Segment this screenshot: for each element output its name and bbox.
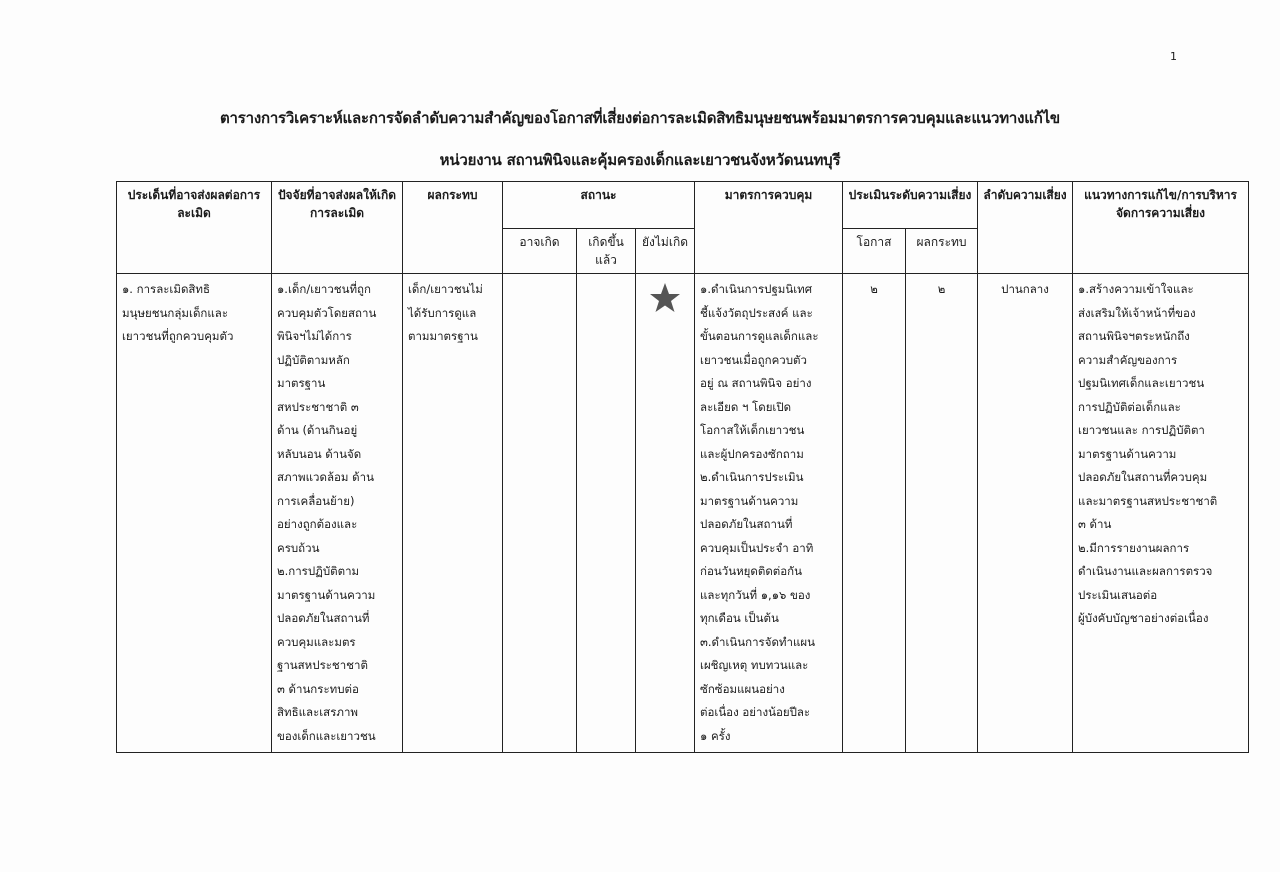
occurred-cell — [577, 274, 636, 753]
text-line: ๑.ดำเนินการปฐมนิเทศ — [700, 282, 813, 296]
text-line: มาตรฐานด้านความ — [700, 493, 799, 508]
text-line: ของเด็กและเยาวชน — [277, 728, 376, 743]
solution-cell — [1073, 274, 1249, 753]
text-line: สถานพินิจฯตระหนักถึง — [1078, 329, 1190, 343]
header-status: สถานะ — [503, 182, 695, 229]
text-line: การปฏิบัติต่อเด็กและ — [1078, 399, 1181, 414]
header-solution: แนวทางการแก้ไข/การบริหารจัดการความเสี่ยง — [1073, 182, 1249, 274]
may-occur-cell — [503, 274, 577, 753]
text-line: มาตรฐาน — [277, 376, 326, 390]
text-line: ได้รับการดูแล — [408, 305, 477, 320]
text-line: และผู้ปกครองซักถาม — [700, 446, 804, 461]
text-line: มาตรฐานด้านความ — [1078, 446, 1177, 461]
text-line: ควบคุมเป็นประจำ อาทิ — [700, 540, 814, 555]
text-line: ก่อนวันหยุดติดต่อกัน — [700, 564, 802, 578]
text-line: ละเอียด ฯ โดยเปิด — [700, 399, 792, 414]
not-occurred-cell — [636, 274, 695, 753]
text-line: โอกาสให้เด็กเยาวชน — [700, 423, 805, 437]
document-subtitle: หน่วยงาน สถานพินิจและคุ้มครองเด็กและเยาวชนจังหวัดนนทบุรี — [439, 151, 841, 169]
text-line: ทุกเดือน เป็นต้น — [700, 611, 779, 625]
issue-cell — [117, 274, 272, 753]
text-line: ปฏิบัติตามหลัก — [277, 352, 350, 367]
risk-table — [116, 181, 1249, 753]
header-control: มาตรการควบคุม — [695, 182, 843, 274]
text-line: หลับนอน ด้านจัด — [277, 446, 362, 461]
header-impact: ผลกระทบ — [403, 182, 503, 274]
header-risk-assessment: ประเมินระดับความเสี่ยง — [843, 182, 978, 229]
text-line: สภาพแวดล้อม ด้าน — [277, 470, 374, 484]
text-line: ขั้นตอนการดูแลเด็กและ — [700, 329, 819, 343]
text-line: ต่อเนื่อง อย่างน้อยปีละ — [700, 705, 811, 719]
text-line: ปลอดภัยในสถานที่ — [700, 517, 793, 531]
text-line: ๓ ด้าน — [1078, 517, 1112, 531]
text-line: เด็ก/เยาวชนไม่ — [408, 282, 483, 296]
text-line: ๑.สร้างความเข้าใจและ — [1078, 282, 1194, 296]
text-line: ชี้แจ้งวัตถุประสงค์ และ — [700, 305, 813, 320]
text-line: ส่งเสริมให้เจ้าหน้าที่ของ — [1078, 305, 1196, 320]
header-risk-rank: ลำดับความเสี่ยง — [978, 182, 1073, 274]
text-line: ซักซ้อมแผนอย่าง — [700, 681, 785, 696]
text-line: ผู้บังคับบัญชาอย่างต่อเนื่อง — [1078, 611, 1209, 625]
factor-cell — [272, 274, 403, 753]
text-line: ความสำคัญของการ — [1078, 352, 1178, 367]
text-line: มาตรฐานด้านความ — [277, 587, 376, 602]
header-issue: ประเด็นที่อาจส่งผลต่อการละเมิด — [117, 182, 272, 274]
header-consequence: ผลกระทบ — [906, 229, 978, 274]
text-line: ๓.ดำเนินการจัดทำแผน — [700, 634, 815, 649]
page-number: 1 — [1170, 50, 1177, 63]
star-icon — [649, 282, 681, 314]
text-line: เยาวชนและ การปฏิบัติตา — [1078, 423, 1205, 437]
text-line: ๑. การละเมิดสิทธิ — [122, 282, 211, 296]
header-likelihood: โอกาส — [843, 229, 906, 274]
text-line: ดำเนินงานและผลการตรวจ — [1078, 564, 1213, 578]
header-may-occur: อาจเกิด — [503, 229, 577, 274]
text-line: เยาวชนเมื่อถูกควบตัว — [700, 352, 807, 367]
text-line: ปฐมนิเทศเด็กและเยาวชน — [1078, 376, 1205, 390]
text-line: ๓ ด้านกระทบต่อ — [277, 681, 359, 696]
text-line: ๒.การปฏิบัติตาม — [277, 564, 360, 578]
document-title: ตารางการวิเคราะห์และการจัดลำดับความสำคัญของโอกาสที่เสี่ยงต่อการละเมิดสิทธิมนุษยชนพร้อมมาตรการควบคุมและแนวทางแก้ไข — [219, 109, 1060, 127]
text-line: มนุษยชนกลุ่มเด็กและ — [122, 305, 229, 320]
text-line: ๑.เด็ก/เยาวชนที่ถูก — [277, 282, 371, 296]
text-line: และทุกวันที่ ๑,๑๖ ของ — [700, 587, 811, 602]
text-line: อย่างถูกต้องและ — [277, 517, 358, 531]
text-line: สหประชาชาติ ๓ — [277, 399, 359, 414]
control-cell — [695, 274, 843, 753]
text-line: ควบคุมตัวโดยสถาน — [277, 305, 377, 320]
text-line: เผชิญเหตุ ทบทวนและ — [700, 658, 809, 672]
header-occurred: เกิดขึ้นแล้ว — [577, 229, 636, 274]
text-line: ประเมินเสนอต่อ — [1078, 587, 1158, 602]
text-line: ด้าน (ด้านกินอยู่ — [277, 423, 358, 437]
text-line: ๒.มีการรายงานผลการ — [1078, 540, 1190, 555]
text-line: ๑ ครั้ง — [700, 728, 731, 743]
text-line: เยาวชนที่ถูกควบคุมตัว — [122, 329, 234, 343]
text-line: ตามมาตรฐาน — [408, 329, 478, 343]
consequence-value: ๒ — [906, 274, 978, 753]
risk-rank-value: ปานกลาง — [978, 274, 1073, 753]
text-line: อยู่ ณ สถานพินิจ อย่าง — [700, 376, 812, 390]
text-line: ปลอดภัยในสถานที่ควบคุม — [1078, 470, 1208, 484]
text-line: ปลอดภัยในสถานที่ — [277, 611, 370, 625]
text-line: ควบคุมและมตร — [277, 634, 356, 649]
likelihood-value: ๒ — [843, 274, 906, 753]
header-not-occurred: ยังไม่เกิด — [636, 229, 695, 274]
impact-cell — [403, 274, 503, 753]
text-line: และมาตรฐานสหประชาชาติ — [1078, 493, 1218, 508]
text-line: ครบถ้วน — [277, 540, 320, 555]
header-factor: ปัจจัยที่อาจส่งผลให้เกิดการละเมิด — [272, 182, 403, 274]
text-line: พินิจฯไม่ได้การ — [277, 329, 352, 343]
text-line: ฐานสหประชาชาติ — [277, 658, 368, 672]
text-line: สิทธิและเสรภาพ — [277, 705, 358, 719]
text-line: การเคลื่อนย้าย) — [277, 493, 355, 508]
text-line: ๒.ดำเนินการประเมิน — [700, 470, 804, 484]
table-row — [117, 274, 1249, 753]
